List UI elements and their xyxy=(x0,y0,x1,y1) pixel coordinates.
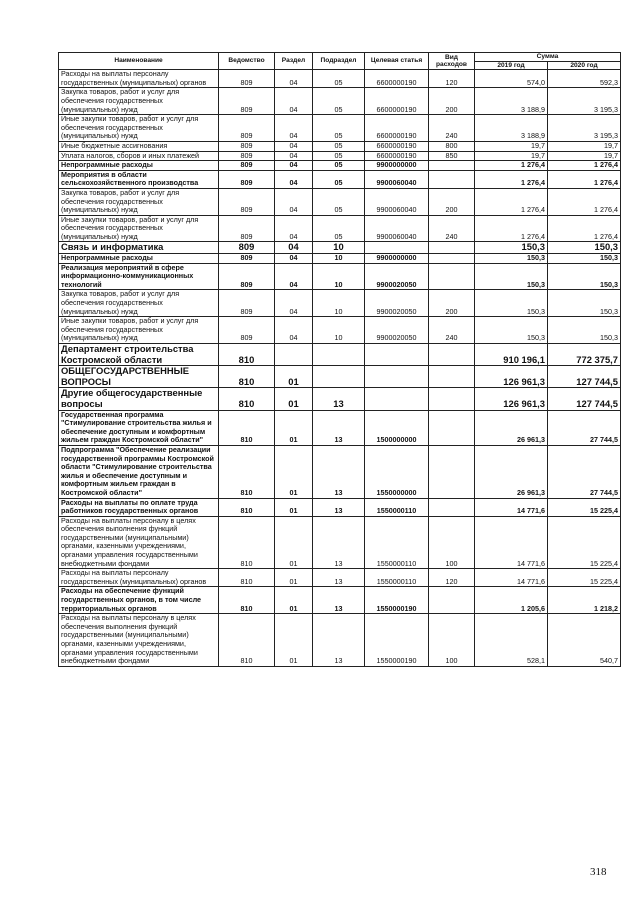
cell-section: 04 xyxy=(275,141,313,151)
table-row xyxy=(59,344,621,366)
cell-target: 6600000190 xyxy=(365,151,429,161)
col-header-kind: Вид расходов xyxy=(429,53,475,70)
cell-name: Подпрограмма "Обеспечение реализации государственной программы Костромской области "Стимулирование строительства жилья и обеспечение доступным и комфортным жильем граждан в Костромской области" xyxy=(59,445,219,498)
table-row xyxy=(59,263,621,290)
cell-subsection: 05 xyxy=(313,215,365,242)
cell-2019: 3 188,9 xyxy=(475,115,548,142)
cell-name: Расходы на выплаты персоналу в целях обеспечения выполнения функций государственными (муниципальными) органами, казенными учреждениями, органами управления государственными внебюджетными фондами xyxy=(59,516,219,569)
cell-target: 9900020050 xyxy=(365,290,429,317)
cell-target: 1550000000 xyxy=(365,445,429,498)
cell-2019: 14 771,6 xyxy=(475,498,548,516)
cell-kind xyxy=(429,410,475,445)
cell-2020: 150,3 xyxy=(548,290,621,317)
table-row xyxy=(59,242,621,254)
cell-target xyxy=(365,366,429,388)
cell-kind xyxy=(429,587,475,614)
cell-subsection: 05 xyxy=(313,161,365,171)
cell-section: 01 xyxy=(275,410,313,445)
cell-dept: 810 xyxy=(219,366,275,388)
cell-section: 01 xyxy=(275,445,313,498)
cell-target: 9900000000 xyxy=(365,161,429,171)
cell-name: Связь и информатика xyxy=(59,242,219,254)
cell-kind: 120 xyxy=(429,70,475,88)
cell-kind xyxy=(429,242,475,254)
col-header-subsection: Подраздел xyxy=(313,53,365,70)
cell-2020: 150,3 xyxy=(548,263,621,290)
cell-name: Департамент строительства Костромской области xyxy=(59,344,219,366)
cell-subsection: 10 xyxy=(313,290,365,317)
cell-2020: 27 744,5 xyxy=(548,410,621,445)
cell-dept: 809 xyxy=(219,141,275,151)
cell-name: Расходы на выплаты персоналу государственных (муниципальных) органов xyxy=(59,569,219,587)
cell-kind xyxy=(429,366,475,388)
cell-2019: 1 276,4 xyxy=(475,215,548,242)
cell-subsection: 05 xyxy=(313,188,365,215)
cell-name: Расходы на выплаты персоналу государственных (муниципальных) органов xyxy=(59,70,219,88)
cell-2020: 1 276,4 xyxy=(548,188,621,215)
cell-dept: 809 xyxy=(219,317,275,344)
table-header xyxy=(59,53,621,70)
table-row xyxy=(59,614,621,667)
cell-section: 01 xyxy=(275,498,313,516)
cell-dept: 810 xyxy=(219,516,275,569)
cell-target: 1550000110 xyxy=(365,569,429,587)
cell-kind xyxy=(429,263,475,290)
cell-2020: 1 276,4 xyxy=(548,161,621,171)
cell-subsection: 13 xyxy=(313,516,365,569)
budget-table xyxy=(58,52,621,667)
table-row xyxy=(59,366,621,388)
cell-2020: 127 744,5 xyxy=(548,366,621,388)
cell-dept: 810 xyxy=(219,587,275,614)
cell-target xyxy=(365,344,429,366)
cell-2019: 528,1 xyxy=(475,614,548,667)
cell-dept: 809 xyxy=(219,151,275,161)
cell-dept: 809 xyxy=(219,290,275,317)
table-row xyxy=(59,498,621,516)
cell-section: 04 xyxy=(275,115,313,142)
cell-kind: 850 xyxy=(429,151,475,161)
table-row xyxy=(59,70,621,88)
cell-target: 1550000190 xyxy=(365,587,429,614)
table-row xyxy=(59,317,621,344)
cell-subsection: 05 xyxy=(313,151,365,161)
cell-kind xyxy=(429,498,475,516)
cell-kind xyxy=(429,388,475,410)
cell-dept: 809 xyxy=(219,170,275,188)
cell-2020: 1 276,4 xyxy=(548,215,621,242)
cell-section: 04 xyxy=(275,215,313,242)
cell-2019: 1 205,6 xyxy=(475,587,548,614)
cell-subsection xyxy=(313,366,365,388)
cell-2019: 910 196,1 xyxy=(475,344,548,366)
cell-2020: 150,3 xyxy=(548,317,621,344)
cell-kind xyxy=(429,161,475,171)
table-row xyxy=(59,445,621,498)
cell-name: Уплата налогов, сборов и иных платежей xyxy=(59,151,219,161)
cell-dept: 810 xyxy=(219,388,275,410)
cell-subsection: 05 xyxy=(313,141,365,151)
cell-2020: 592,3 xyxy=(548,70,621,88)
cell-2020: 1 218,2 xyxy=(548,587,621,614)
cell-target xyxy=(365,388,429,410)
cell-2020: 27 744,5 xyxy=(548,445,621,498)
cell-kind xyxy=(429,170,475,188)
cell-kind: 100 xyxy=(429,516,475,569)
table-row xyxy=(59,161,621,171)
table-row xyxy=(59,141,621,151)
table-row xyxy=(59,188,621,215)
table-row xyxy=(59,215,621,242)
col-header-2020: 2020 год xyxy=(548,61,621,70)
cell-2019: 574,0 xyxy=(475,70,548,88)
cell-2019: 126 961,3 xyxy=(475,388,548,410)
cell-subsection: 13 xyxy=(313,388,365,410)
cell-dept: 810 xyxy=(219,498,275,516)
cell-target: 6600000190 xyxy=(365,141,429,151)
cell-subsection xyxy=(313,344,365,366)
cell-subsection: 13 xyxy=(313,445,365,498)
cell-2019: 150,3 xyxy=(475,290,548,317)
cell-target: 9900020050 xyxy=(365,263,429,290)
cell-section xyxy=(275,344,313,366)
cell-2020: 127 744,5 xyxy=(548,388,621,410)
table-body xyxy=(59,70,621,667)
table-row xyxy=(59,88,621,115)
cell-name: ОБЩЕГОСУДАРСТВЕННЫЕ ВОПРОСЫ xyxy=(59,366,219,388)
table-row xyxy=(59,410,621,445)
cell-subsection: 13 xyxy=(313,614,365,667)
cell-target: 6600000190 xyxy=(365,115,429,142)
cell-2019: 3 188,9 xyxy=(475,88,548,115)
cell-2019: 1 276,4 xyxy=(475,170,548,188)
cell-dept: 809 xyxy=(219,215,275,242)
page-number: 318 xyxy=(590,866,607,878)
cell-subsection: 13 xyxy=(313,410,365,445)
cell-dept: 810 xyxy=(219,445,275,498)
cell-subsection: 05 xyxy=(313,115,365,142)
cell-subsection: 10 xyxy=(313,242,365,254)
cell-kind xyxy=(429,344,475,366)
cell-2019: 126 961,3 xyxy=(475,366,548,388)
cell-name: Иные закупки товаров, работ и услуг для обеспечения государственных (муниципальных) нужд xyxy=(59,115,219,142)
cell-subsection: 13 xyxy=(313,569,365,587)
cell-dept: 809 xyxy=(219,88,275,115)
cell-2020: 19,7 xyxy=(548,141,621,151)
cell-dept: 809 xyxy=(219,70,275,88)
cell-subsection: 05 xyxy=(313,88,365,115)
cell-subsection: 13 xyxy=(313,587,365,614)
cell-name: Мероприятия в области сельскохозяйственного производства xyxy=(59,170,219,188)
cell-name: Закупка товаров, работ и услуг для обеспечения государственных (муниципальных) нужд xyxy=(59,290,219,317)
cell-2020: 150,3 xyxy=(548,254,621,264)
cell-2019: 26 961,3 xyxy=(475,410,548,445)
cell-2020: 15 225,4 xyxy=(548,498,621,516)
cell-section: 04 xyxy=(275,188,313,215)
cell-2019: 150,3 xyxy=(475,242,548,254)
col-header-dept: Ведомство xyxy=(219,53,275,70)
table-row xyxy=(59,290,621,317)
cell-2020: 540,7 xyxy=(548,614,621,667)
cell-2019: 1 276,4 xyxy=(475,188,548,215)
cell-name: Реализация мероприятий в сфере информационно-коммуникационных технологий xyxy=(59,263,219,290)
cell-name: Закупка товаров, работ и услуг для обеспечения государственных (муниципальных) нужд xyxy=(59,188,219,215)
cell-section: 01 xyxy=(275,516,313,569)
cell-kind: 100 xyxy=(429,614,475,667)
cell-kind: 120 xyxy=(429,569,475,587)
cell-2020: 150,3 xyxy=(548,242,621,254)
cell-name: Непрограммные расходы xyxy=(59,161,219,171)
cell-name: Непрограммные расходы xyxy=(59,254,219,264)
cell-target: 9900020050 xyxy=(365,317,429,344)
cell-kind: 200 xyxy=(429,290,475,317)
cell-name: Другие общегосударственные вопросы xyxy=(59,388,219,410)
cell-dept: 810 xyxy=(219,410,275,445)
cell-section: 04 xyxy=(275,263,313,290)
cell-2020: 19,7 xyxy=(548,151,621,161)
cell-name: Расходы на выплаты персоналу в целях обеспечения выполнения функций государственными (муниципальными) органами, казенными учреждениями, органами управления государственными внебюджетными фондами xyxy=(59,614,219,667)
cell-section: 04 xyxy=(275,70,313,88)
table-row xyxy=(59,516,621,569)
cell-name: Иные закупки товаров, работ и услуг для обеспечения государственных (муниципальных) нужд xyxy=(59,317,219,344)
cell-target: 1550000190 xyxy=(365,614,429,667)
cell-section: 04 xyxy=(275,290,313,317)
cell-2019: 150,3 xyxy=(475,263,548,290)
cell-kind xyxy=(429,445,475,498)
cell-2020: 15 225,4 xyxy=(548,569,621,587)
cell-dept: 810 xyxy=(219,344,275,366)
cell-name: Закупка товаров, работ и услуг для обеспечения государственных (муниципальных) нужд xyxy=(59,88,219,115)
cell-kind: 200 xyxy=(429,88,475,115)
cell-section: 04 xyxy=(275,161,313,171)
cell-section: 01 xyxy=(275,614,313,667)
cell-kind: 240 xyxy=(429,317,475,344)
cell-2020: 1 276,4 xyxy=(548,170,621,188)
cell-kind: 200 xyxy=(429,188,475,215)
cell-kind: 800 xyxy=(429,141,475,151)
col-header-section: Раздел xyxy=(275,53,313,70)
col-header-2019: 2019 год xyxy=(475,61,548,70)
cell-name: Иные закупки товаров, работ и услуг для обеспечения государственных (муниципальных) нужд xyxy=(59,215,219,242)
col-header-name: Наименование xyxy=(59,53,219,70)
cell-dept: 810 xyxy=(219,614,275,667)
cell-dept: 810 xyxy=(219,569,275,587)
cell-kind: 240 xyxy=(429,115,475,142)
cell-name: Иные бюджетные ассигнования xyxy=(59,141,219,151)
cell-target: 6600000190 xyxy=(365,88,429,115)
cell-target: 9900060040 xyxy=(365,215,429,242)
cell-dept: 809 xyxy=(219,263,275,290)
cell-kind: 240 xyxy=(429,215,475,242)
cell-dept: 809 xyxy=(219,254,275,264)
cell-2019: 19,7 xyxy=(475,141,548,151)
cell-dept: 809 xyxy=(219,115,275,142)
col-header-target: Целевая статья xyxy=(365,53,429,70)
cell-subsection: 10 xyxy=(313,317,365,344)
cell-target: 9900060040 xyxy=(365,170,429,188)
cell-target: 9900000000 xyxy=(365,254,429,264)
cell-target xyxy=(365,242,429,254)
cell-subsection: 13 xyxy=(313,498,365,516)
cell-target: 1500000000 xyxy=(365,410,429,445)
cell-2019: 26 961,3 xyxy=(475,445,548,498)
cell-2019: 150,3 xyxy=(475,317,548,344)
table-row xyxy=(59,115,621,142)
cell-section: 04 xyxy=(275,254,313,264)
cell-2020: 3 195,3 xyxy=(548,115,621,142)
cell-name: Расходы на выплаты по оплате труда работников государственных органов xyxy=(59,498,219,516)
cell-target: 6600000190 xyxy=(365,70,429,88)
cell-dept: 809 xyxy=(219,161,275,171)
cell-section: 01 xyxy=(275,388,313,410)
cell-2020: 3 195,3 xyxy=(548,88,621,115)
cell-2020: 772 375,7 xyxy=(548,344,621,366)
cell-kind xyxy=(429,254,475,264)
cell-2019: 14 771,6 xyxy=(475,516,548,569)
cell-subsection: 10 xyxy=(313,254,365,264)
cell-2019: 19,7 xyxy=(475,151,548,161)
cell-section: 01 xyxy=(275,569,313,587)
cell-subsection: 05 xyxy=(313,170,365,188)
cell-name: Государственная программа "Стимулирование строительства жилья и обеспечение доступным и комфортным жильем граждан Костромской области" xyxy=(59,410,219,445)
cell-dept: 809 xyxy=(219,242,275,254)
cell-section: 04 xyxy=(275,170,313,188)
table-row xyxy=(59,388,621,410)
cell-subsection: 05 xyxy=(313,70,365,88)
cell-section: 04 xyxy=(275,151,313,161)
cell-section: 01 xyxy=(275,587,313,614)
cell-target: 1550000110 xyxy=(365,516,429,569)
cell-target: 1550000110 xyxy=(365,498,429,516)
cell-2019: 1 276,4 xyxy=(475,161,548,171)
table-row xyxy=(59,170,621,188)
col-header-sum: Сумма xyxy=(475,53,621,62)
cell-2019: 14 771,6 xyxy=(475,569,548,587)
cell-name: Расходы на обеспечение функций государственных органов, в том числе территориальных органов xyxy=(59,587,219,614)
cell-dept: 809 xyxy=(219,188,275,215)
cell-2020: 15 225,4 xyxy=(548,516,621,569)
table-row xyxy=(59,254,621,264)
cell-subsection: 10 xyxy=(313,263,365,290)
table-row xyxy=(59,587,621,614)
budget-table-sheet xyxy=(58,52,620,667)
cell-section: 04 xyxy=(275,242,313,254)
table-row xyxy=(59,569,621,587)
cell-section: 04 xyxy=(275,88,313,115)
cell-2019: 150,3 xyxy=(475,254,548,264)
cell-target: 9900060040 xyxy=(365,188,429,215)
cell-section: 04 xyxy=(275,317,313,344)
cell-section: 01 xyxy=(275,366,313,388)
